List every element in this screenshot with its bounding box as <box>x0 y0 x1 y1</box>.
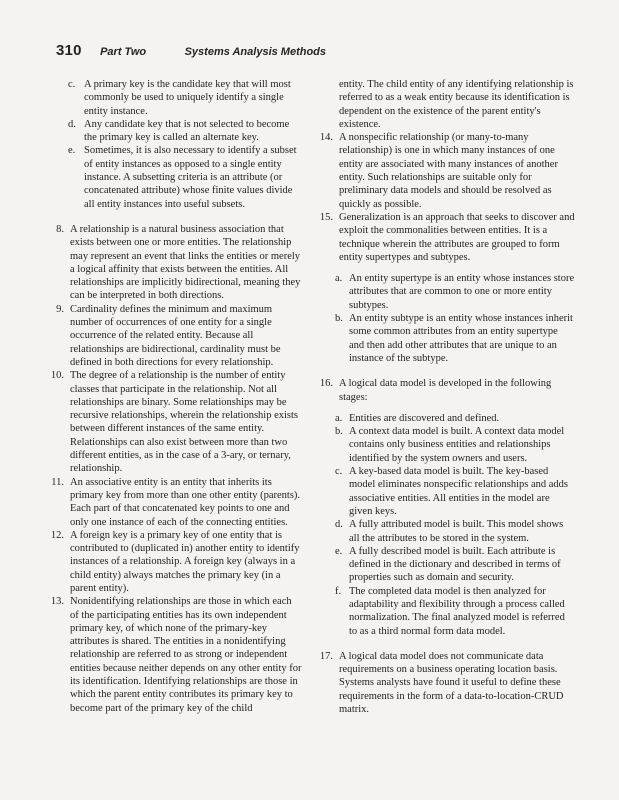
item-text: A relationship is a natural business association that exists between one or more entities. The relationship may represent an event that links the entities or merely a logical affinity that exists between the entities. All relationships are implicitly bidirectional, meaning they can be interpreted in both directions. <box>70 223 301 302</box>
item-text: Any candidate key that is not selected to become the primary key is called an alternate key. <box>84 118 290 144</box>
list-item <box>319 131 575 211</box>
item-text: The degree of a relationship is the number of entity classes that participate in the relationship. Not all relationships are binary. Some relationships may be recursive relationships, wherein the relationship exists between different instances of the same entity. Relationships can also exist between more than two different entities, as in the case of a 3-ary, or ternary, relationship. <box>70 370 299 475</box>
item-text: A primary key is the candidate key that will most commonly be used to uniquely identify a single entity instance. <box>84 79 291 117</box>
page-number: 310 <box>56 42 82 59</box>
item-label: e. <box>68 145 76 157</box>
item-label: d. <box>68 118 76 130</box>
item-text: Nonidentifying relationships are those in which each of the participating entities has its own independent primary key, of which none of the primary-key attributes is shared. The entities in a nonidentifying relationship are referred to as strong or independent entities because neither depends on any other entity for its identification. Identifying relationships are those in which the parent entity contributes its primary key to become part of the primary key of the child <box>70 596 302 714</box>
list-item <box>40 78 302 118</box>
list-item <box>40 369 302 475</box>
item-text: A fully attributed model is built. This model shows all the attributes to be stored in the system. <box>349 519 564 544</box>
list-item <box>323 272 575 312</box>
list-item <box>323 585 575 638</box>
list-item <box>323 518 575 545</box>
left-column <box>40 78 302 715</box>
list-item <box>323 545 575 585</box>
list-item <box>323 312 575 365</box>
list-item <box>40 303 302 369</box>
list-item <box>40 529 302 595</box>
item-label: a. <box>335 412 343 424</box>
item-label: a. <box>335 273 343 285</box>
item-label: b. <box>335 426 343 438</box>
item-label: 15. <box>319 211 333 223</box>
item-label: b. <box>335 313 343 325</box>
item-text: Entities are discovered and defined. <box>349 412 500 424</box>
list-item <box>40 118 302 145</box>
item-text: A foreign key is a primary key of one entity that is contributed to (duplicated in) another entity to identify instances of a relationship. A foreign key (always in a child entity) always matches the primary key (in a parent entity). <box>70 529 300 594</box>
item-label: e. <box>335 545 343 557</box>
list-item <box>323 465 575 518</box>
item-text: A key-based data model is built. The key-based model eliminates nonspecific relationships and adds associative entities. All entities in the model are given keys. <box>349 466 568 517</box>
item-label: f. <box>335 585 342 597</box>
item-text: An entity subtype is an entity whose instances inherit some common attributes from an entity supertype and then add other attributes that are unique to an instance of the subtype. <box>349 313 573 364</box>
item-label: c. <box>68 79 76 90</box>
item-text: A logical data model does not communicate data requirements on a business operating location basis. Systems analysts have found it useful to define these requirements in the form of a data-to-location-CRUD matrix. <box>339 650 564 716</box>
list-item <box>40 476 302 529</box>
list-item <box>319 377 575 404</box>
item-label: 12. <box>50 529 64 541</box>
list-item <box>319 211 575 264</box>
item-label: 13. <box>50 596 64 608</box>
list-item <box>323 425 575 465</box>
item-text: An associative entity is an entity that inherits its primary key from more than one other entity (parents). Each part of that concatenated key points to one and only one instance of each of the connecting entities. <box>70 476 301 528</box>
running-header <box>56 42 326 60</box>
item-label: 14. <box>319 132 333 144</box>
section-title: Systems Analysis Methods <box>184 46 327 58</box>
item-text: A nonspecific relationship (or many-to-many relationship) is one in which many instances of one entity are associated with many instances of another entity. Such relationships are suitable only for preliminary data models and should be resolved as quickly as possible. <box>339 132 558 210</box>
item-label: c. <box>335 466 343 478</box>
item-text: A logical data model is developed in the following stages: <box>339 378 552 403</box>
list-item <box>40 144 302 210</box>
item-label: 17. <box>319 650 333 662</box>
item-text: A context data model is built. A context data model contains only business entities and relationships identified by the system owners and users. <box>349 426 565 464</box>
item-text: A fully described model is built. Each attribute is defined in the dictionary and described in terms of properties such as domain and security. <box>349 545 561 584</box>
list-item <box>40 595 302 715</box>
item-text: Sometimes, it is also necessary to identify a subset of entity instances as opposed to a single entity instance. A subsetting criteria is an attribute (or concatenated attribute) whose finite values divide all entity instances into useful subsets. <box>84 145 297 210</box>
item-label: 16. <box>319 378 333 390</box>
item-label: 11. <box>51 476 64 488</box>
part-title: Part Two <box>100 46 147 58</box>
item-text: The completed data model is then analyzed for adaptability and flexibility through a process called normalization. The final analyzed model is referred to as a third normal form data model. <box>349 585 565 637</box>
continued-paragraph: entity. The child entity of any identifying relationship is referred to as a weak entity because its identification is dependent on the existence of the parent entity's existence. <box>339 79 574 130</box>
item-label: d. <box>335 519 343 531</box>
list-item <box>319 650 575 716</box>
item-label: 8. <box>56 223 64 235</box>
list-item <box>323 412 575 425</box>
list-item <box>40 223 302 303</box>
item-text: Generalization is an approach that seeks to discover and exploit the commonalities between entities. It is a technique wherein the attributes are grouped to form entity supertypes and subtypes. <box>339 211 575 263</box>
item-label: 10. <box>50 370 64 382</box>
item-text: Cardinality defines the minimum and maximum number of occurrences of one entity for a single occurrence of the related entity. Because all relationships are bidirectional, cardinality must be defined in both directions for every relationship. <box>70 303 281 368</box>
item-text: An entity supertype is an entity whose instances store attributes that are common to one or more entity subtypes. <box>349 273 575 311</box>
right-column <box>319 78 575 716</box>
item-label: 9. <box>56 303 64 315</box>
